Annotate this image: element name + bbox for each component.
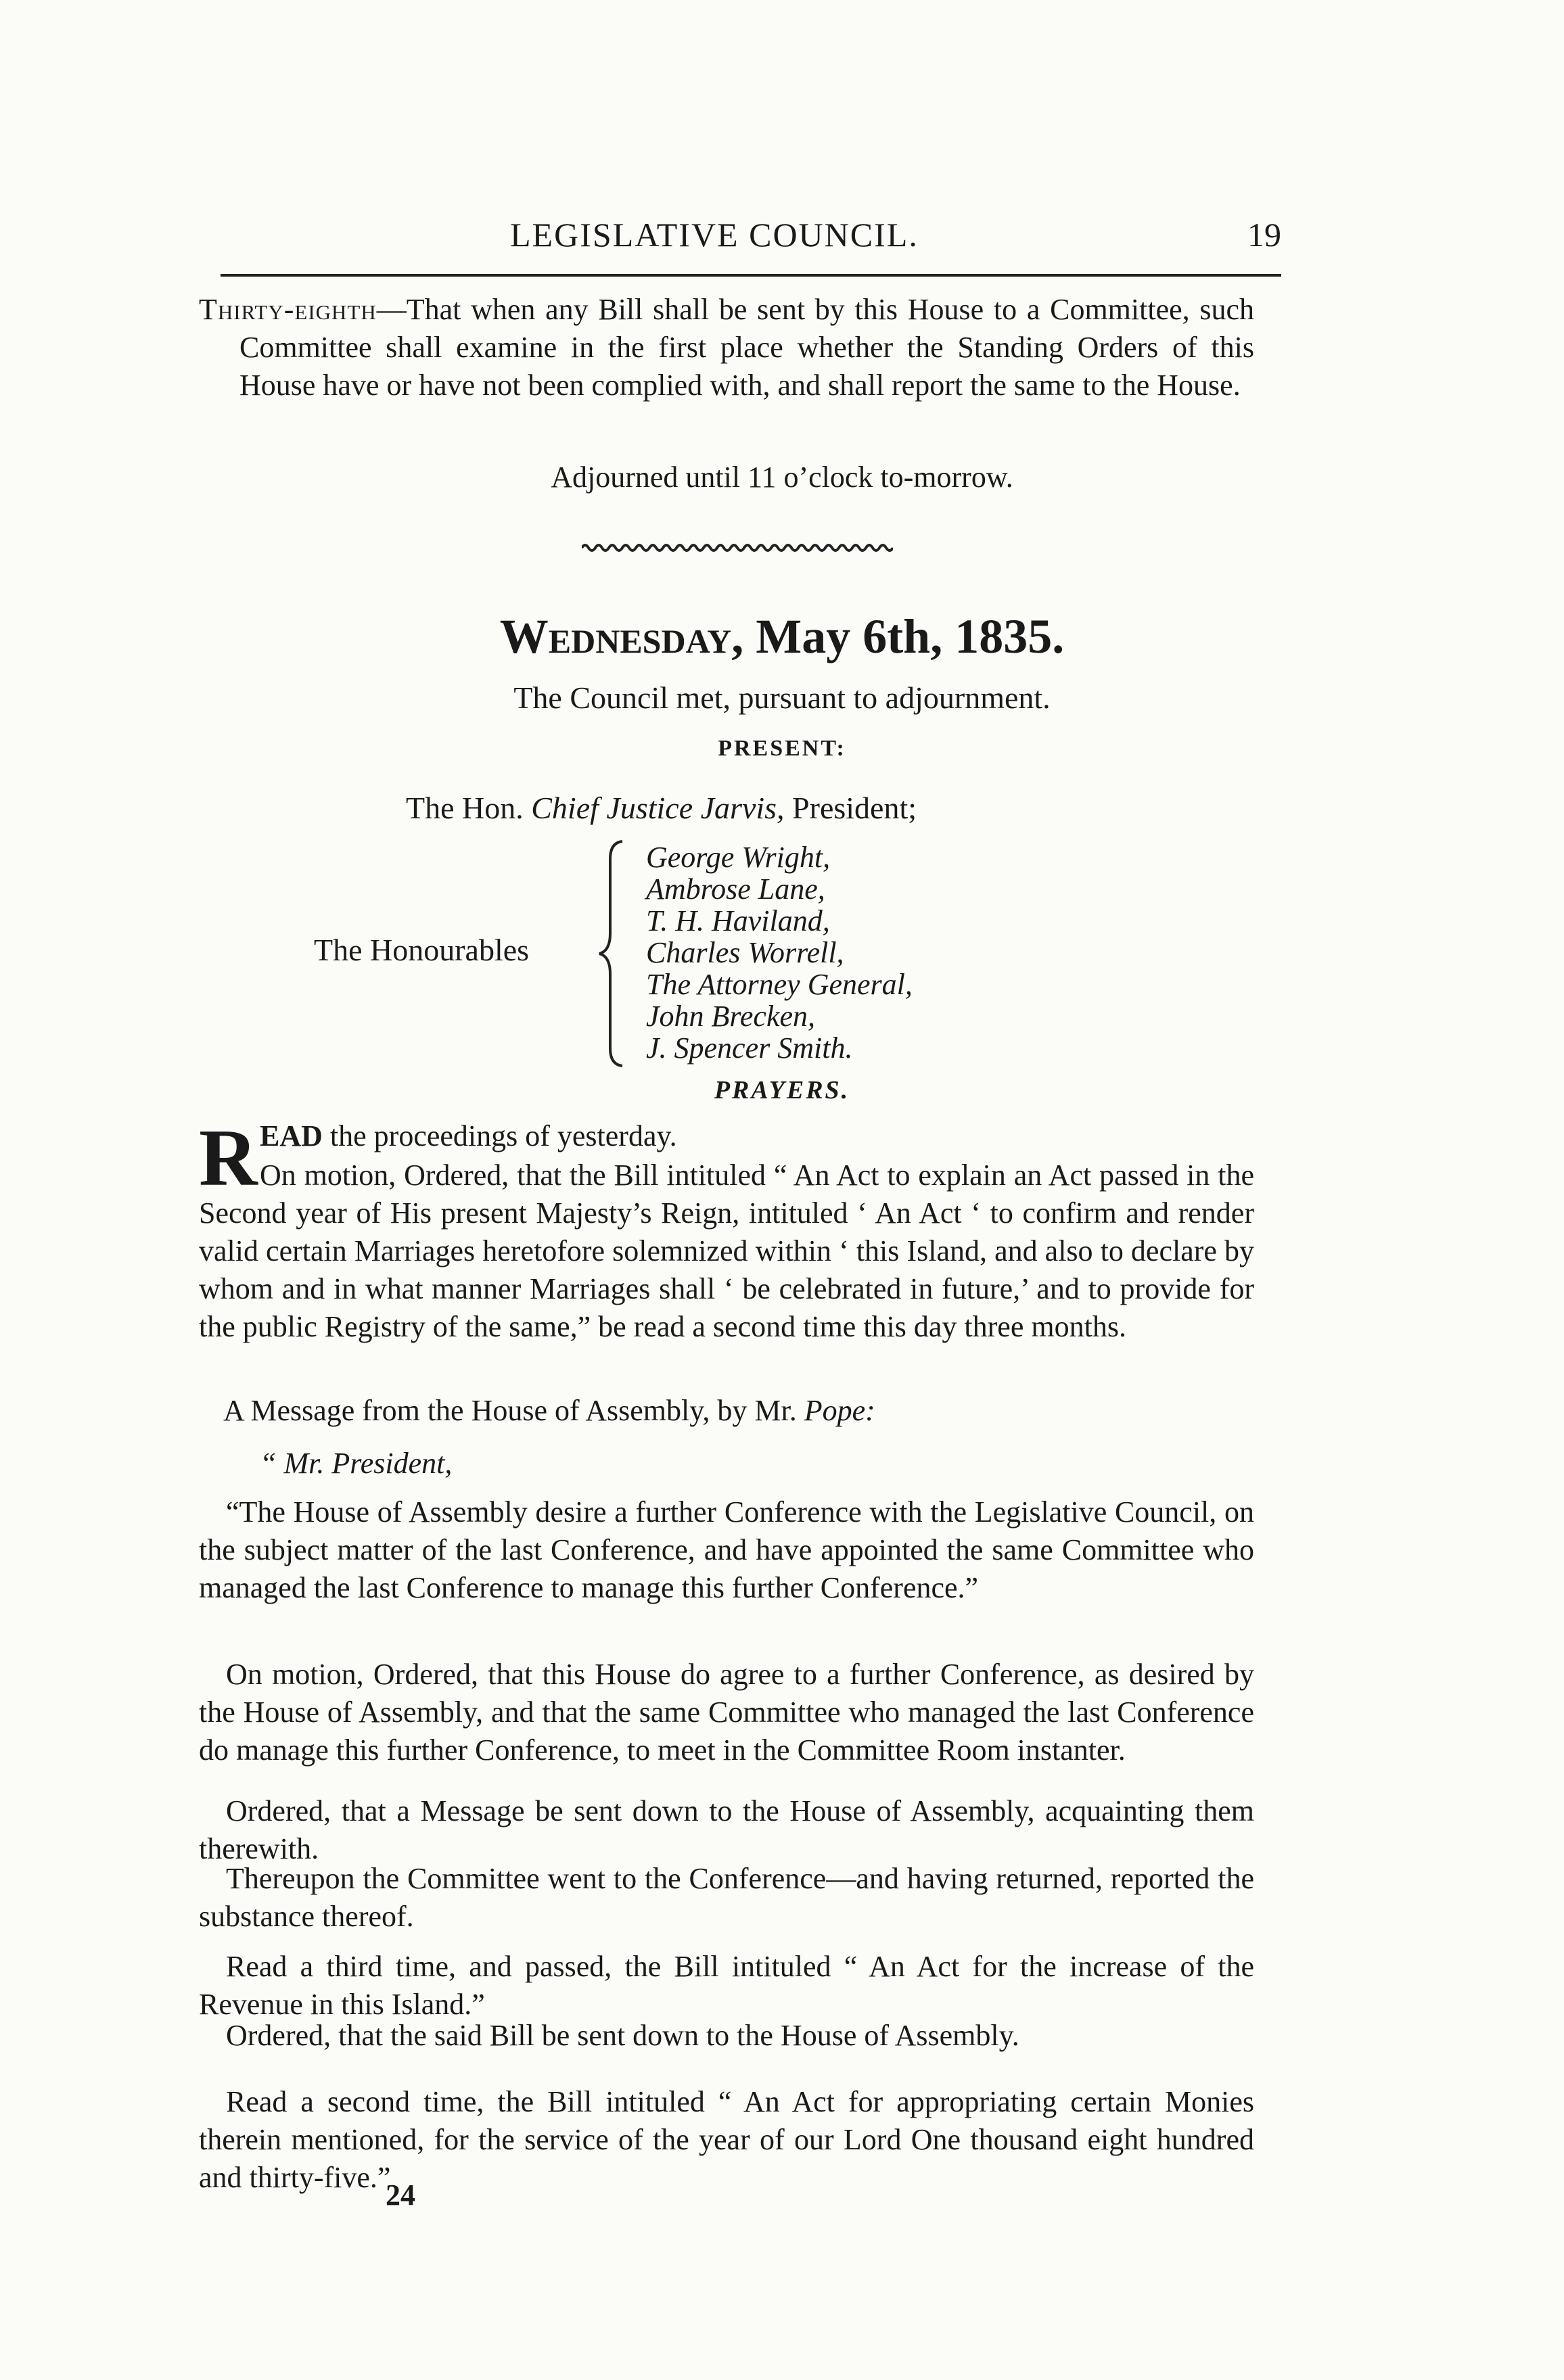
third-reading-revenue: Read a third time, and passed, the Bill intituled “ An Act for the increase of the Revenue in this Island.” [199,1950,1254,2021]
date-weekday: Wednesday, [499,609,744,663]
president-role: President; [792,791,917,825]
drop-cap: R [199,1113,258,1203]
motion-marriages-bill: On motion, Ordered, that the Bill intituled “ An Act to explain an Act passed in the Second year of His present Majesty’s Reign, intituled ‘ An Act ‘ to confirm and render valid certain Marriages heretofore solemnized within ‘ this Island, and also to declare by whom and in what manner Marriages shall ‘ be celebrated in future,’ and to provide for the public Registry of the same,” be read a second time this day three months. [199,1159,1254,1343]
president-name: Chief Justice Jarvis, [531,791,785,825]
standing-order-text: —That when any Bill shall be sent by this House to a Committee, such Committee shall examine in the first place whether the Standing Orders of this House have or have not been complied with, and shall report the same to the House. [239,293,1254,402]
list-item: J. Spencer Smith. [646,1031,853,1065]
running-head [199,215,1281,269]
curly-brace [595,839,629,1069]
council-met-line: The Council met, pursuant to adjournment. [513,680,1051,715]
second-reading-appropriation: Read a second time, the Bill intituled “ An Act for appropriating certain Monies therein mentioned, for the service of the year of our Lord One thousand eight hundred and thirty-five.” [199,2085,1254,2194]
list-item: John Brecken, [646,1000,816,1033]
list-item: T. H. Haviland, [646,904,830,937]
date-heading [0,609,1564,665]
page-number: 19 [1247,216,1281,254]
read-proceedings-line [260,1119,677,1153]
president-line [406,790,917,826]
date-rest: May 6th, 1835. [756,609,1065,663]
adjourned-line: Adjourned until 11 o’clock to-morrow. [551,461,1013,494]
standing-order-lead: Thirty-eighth [199,293,377,326]
honourables-list [646,841,913,1064]
list-item: Ambrose Lane, [646,872,825,906]
signature-mark: 24 [386,2178,415,2212]
header-rule [221,274,1281,277]
present-label: PRESENT: [718,736,846,761]
messenger-name: Pope: [804,1394,875,1427]
wavy-divider [582,541,893,555]
standing-order-38 [199,291,1254,404]
thereupon-committee: Thereupon the Committee went to the Conference—and having returned, reported the substance thereof. [199,1862,1254,1933]
ordered-bill-sent: Ordered, that the said Bill be sent down to the House of Assembly. [226,2019,1019,2052]
president-prefix: The Hon. [406,791,524,825]
list-item: The Attorney General, [646,968,913,1001]
message-salutation: “ Mr. President, [260,1447,453,1480]
prayers-label: PRAYERS. [714,1076,850,1104]
message-body: “The House of Assembly desire a further Conference with the Legislative Council, on the subject matter of the last Conference, and have appointed the same Committee who managed the last Conference to manage this further Conference.” [199,1495,1254,1604]
read-bold: EAD [260,1119,323,1152]
page-title: LEGISLATIVE COUNCIL. [510,216,919,254]
ordered-message: Ordered, that a Message be sent down to the House of Assembly, acquainting them therewith. [199,1794,1254,1865]
list-item: Charles Worrell, [646,936,844,969]
honourables-label: The Honourables [314,933,530,967]
list-item: George Wright, [646,841,831,874]
read-rest: the proceedings of yesterday. [322,1119,677,1152]
message-intro: A Message from the House of Assembly, by Mr. Pope: [223,1394,875,1427]
motion-further-conference: On motion, Ordered, that this House do agree to a further Conference, as desired by the House of Assembly, and that the same Committee who managed the last Conference do manage this further Conference, to meet in the Committee Room instanter. [199,1658,1254,1767]
